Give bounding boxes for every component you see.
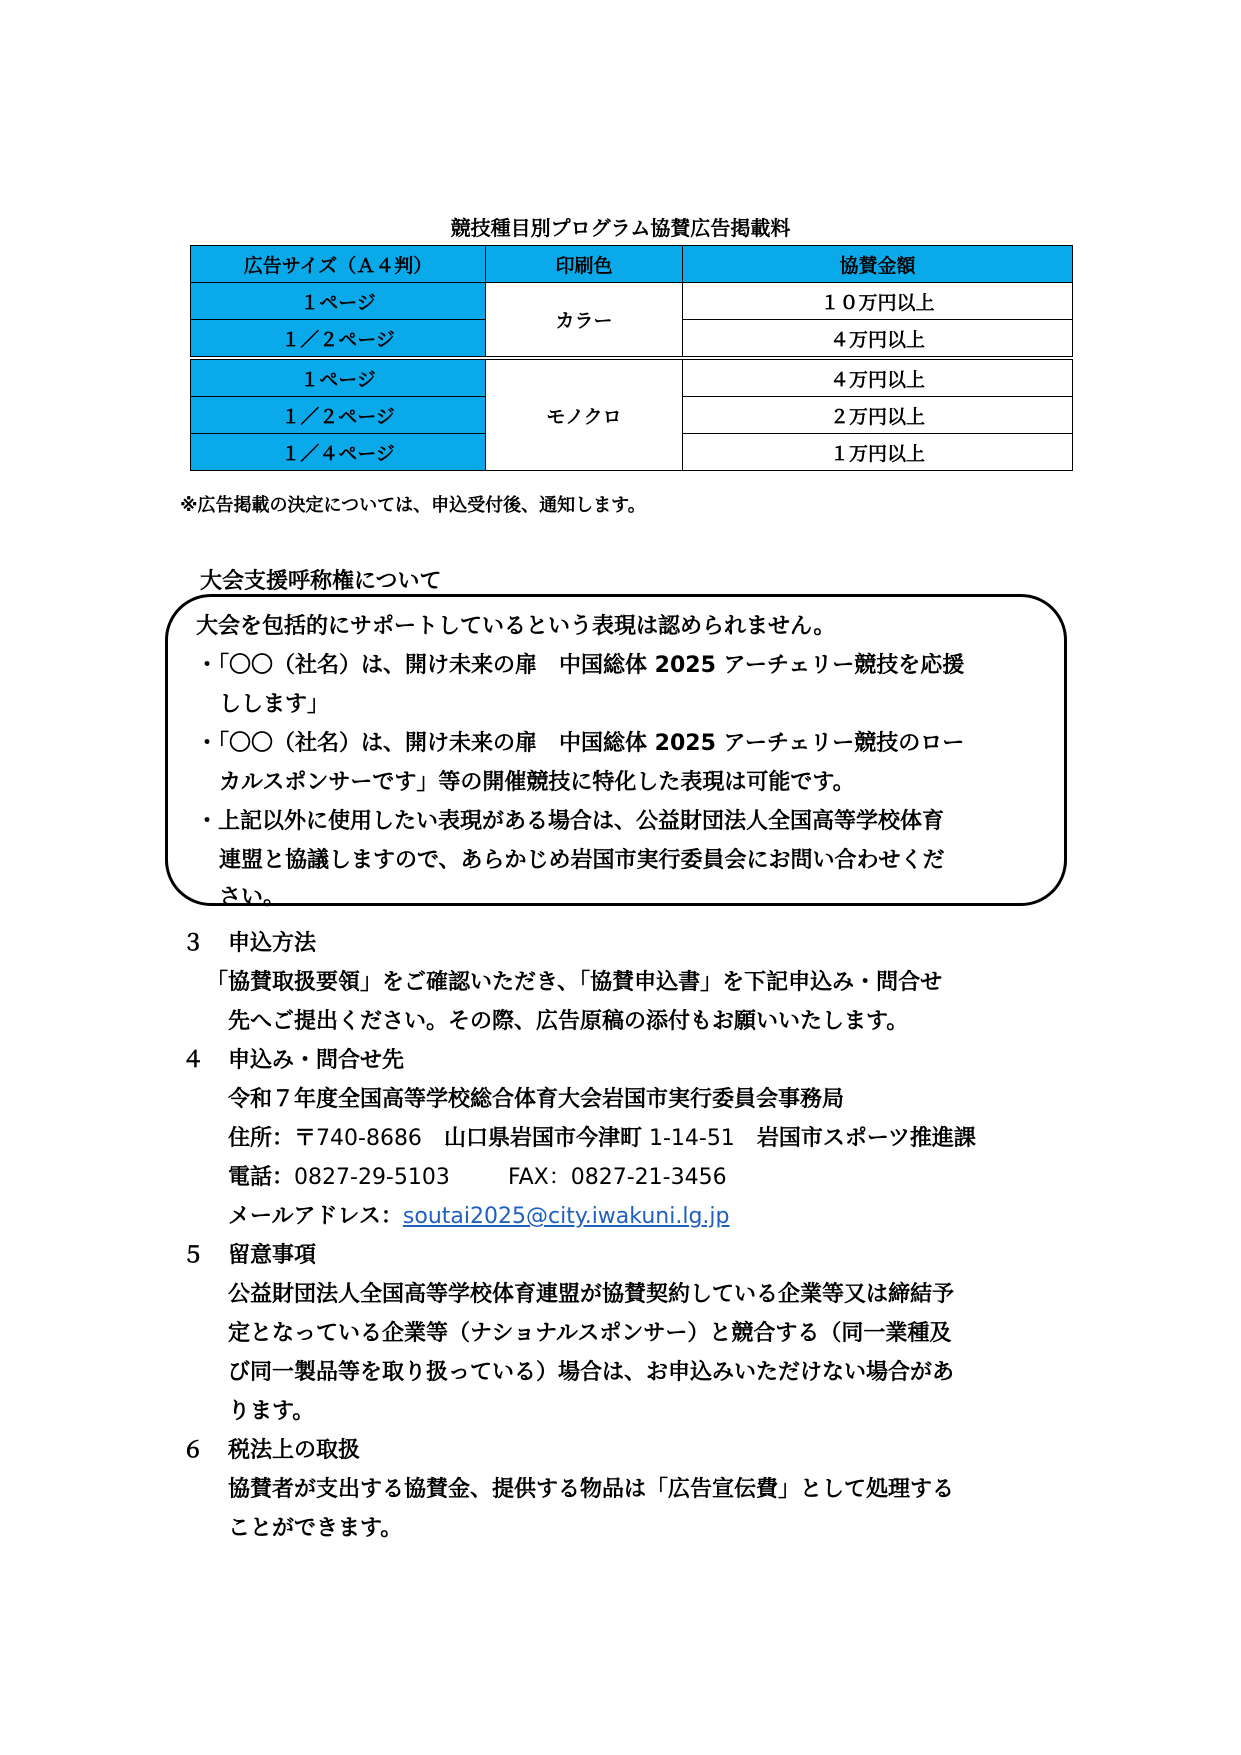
box-line: ・上記以外に使用したい表現がある場合は、公益財団法人全国高等学校体育 <box>196 809 945 834</box>
size-cell: １ページ <box>191 283 486 320</box>
phone-number: 0827-29-5103 <box>294 1165 450 1190</box>
box-line: さい。 <box>219 885 286 910</box>
box-line: カルスポンサーです」等の開催競技に特化した表現は可能です。 <box>219 770 855 795</box>
section6-number: ６ <box>182 1438 205 1463</box>
box-line: ・「〇〇（社名）は、開け未来の扉 中国総体 2025 アーチェリー競技を応援 <box>196 653 965 678</box>
section6-title: 税法上の取扱 <box>228 1438 361 1463</box>
header-amount: 協賛金額 <box>683 246 1073 283</box>
fee-table <box>190 245 1073 471</box>
fee-table-note: ※広告掲載の決定については、申込受付後、通知します。 <box>180 495 646 516</box>
amount-cell: ４万円以上 <box>683 360 1073 397</box>
fee-table-title: 競技種目別プログラム協賛広告掲載料 <box>450 216 791 240</box>
amount-cell: ２万円以上 <box>683 397 1073 434</box>
amount-cell: １万円以上 <box>683 434 1073 471</box>
section5-line: ります。 <box>228 1399 315 1424</box>
color-label-cell: カラー <box>486 283 683 357</box>
section3-line: 先へご提出ください。その際、広告原稿の添付もお願いいたします。 <box>228 1009 909 1034</box>
size-cell: １ページ <box>191 360 486 397</box>
email-link[interactable]: soutai2025@city.iwakuni.lg.jp <box>402 1204 730 1229</box>
address-label: 住所：〒 <box>228 1126 317 1151</box>
phone-label: 電話： <box>228 1165 295 1190</box>
table-row <box>191 360 1073 397</box>
header-print-color: 印刷色 <box>486 246 683 283</box>
amount-cell: １０万円以上 <box>683 283 1073 320</box>
section6-line: ことができます。 <box>228 1516 403 1541</box>
section3-line: 「協賛取扱要領」をご確認いただき、「協賛申込書」を下記申込み・問合せ <box>206 970 943 995</box>
size-cell: １／２ページ <box>191 320 486 357</box>
fee-table-header-row <box>191 246 1073 283</box>
section4-title: 申込み・問合せ先 <box>228 1048 405 1073</box>
section5-title: 留意事項 <box>228 1243 317 1268</box>
address-department: 岩国市スポーツ推進課 <box>734 1126 976 1151</box>
section5-line: 定となっている企業等（ナショナルスポンサー）と競合する（同一業種及 <box>228 1321 952 1346</box>
email-label: メールアドレス： <box>228 1204 403 1229</box>
amount-cell: ４万円以上 <box>683 320 1073 357</box>
size-cell: １／２ページ <box>191 397 486 434</box>
header-ad-size: 広告サイズ（Ａ４判） <box>191 246 486 283</box>
section3-title: 申込方法 <box>228 931 317 956</box>
section5-number: ５ <box>182 1243 205 1268</box>
address-text: 山口県岩国市今津町 <box>421 1126 642 1151</box>
email-line <box>228 1199 729 1230</box>
box-line: ・「〇〇（社名）は、開け未来の扉 中国総体 2025 アーチェリー競技のロー <box>196 731 965 756</box>
support-rights-title: 大会支援呼称権について <box>200 569 442 594</box>
address-number: 1-14-51 <box>641 1126 735 1151</box>
section4-number: ４ <box>182 1048 205 1073</box>
size-cell: １／４ページ <box>191 434 486 471</box>
box-line: しします」 <box>219 692 330 717</box>
box-line: 連盟と協議しますので、あらかじめ岩国市実行委員会にお問い合わせくだ <box>219 848 945 873</box>
postal-code: 740-8686 <box>316 1126 422 1151</box>
phone-line <box>228 1160 450 1191</box>
section5-line: 公益財団法人全国高等学校体育連盟が協賛契約している企業等又は締結予 <box>228 1282 955 1307</box>
table-row <box>191 283 1073 320</box>
box-line: 大会を包括的にサポートしているという表現は認められません。 <box>196 614 836 639</box>
section3-number: ３ <box>182 931 205 956</box>
section6-line: 協賛者が支出する協賛金、提供する物品は「広告宣伝費」として処理する <box>228 1477 955 1502</box>
address-line <box>228 1121 976 1152</box>
section5-line: び同一製品等を取り扱っている）場合は、お申込みいただけない場合があ <box>228 1360 955 1385</box>
mono-label-cell: モノクロ <box>486 360 683 471</box>
office-name: 令和７年度全国高等学校総合体育大会岩国市実行委員会事務局 <box>228 1087 845 1112</box>
fax-number: FAX：0827-21-3456 <box>508 1165 727 1190</box>
